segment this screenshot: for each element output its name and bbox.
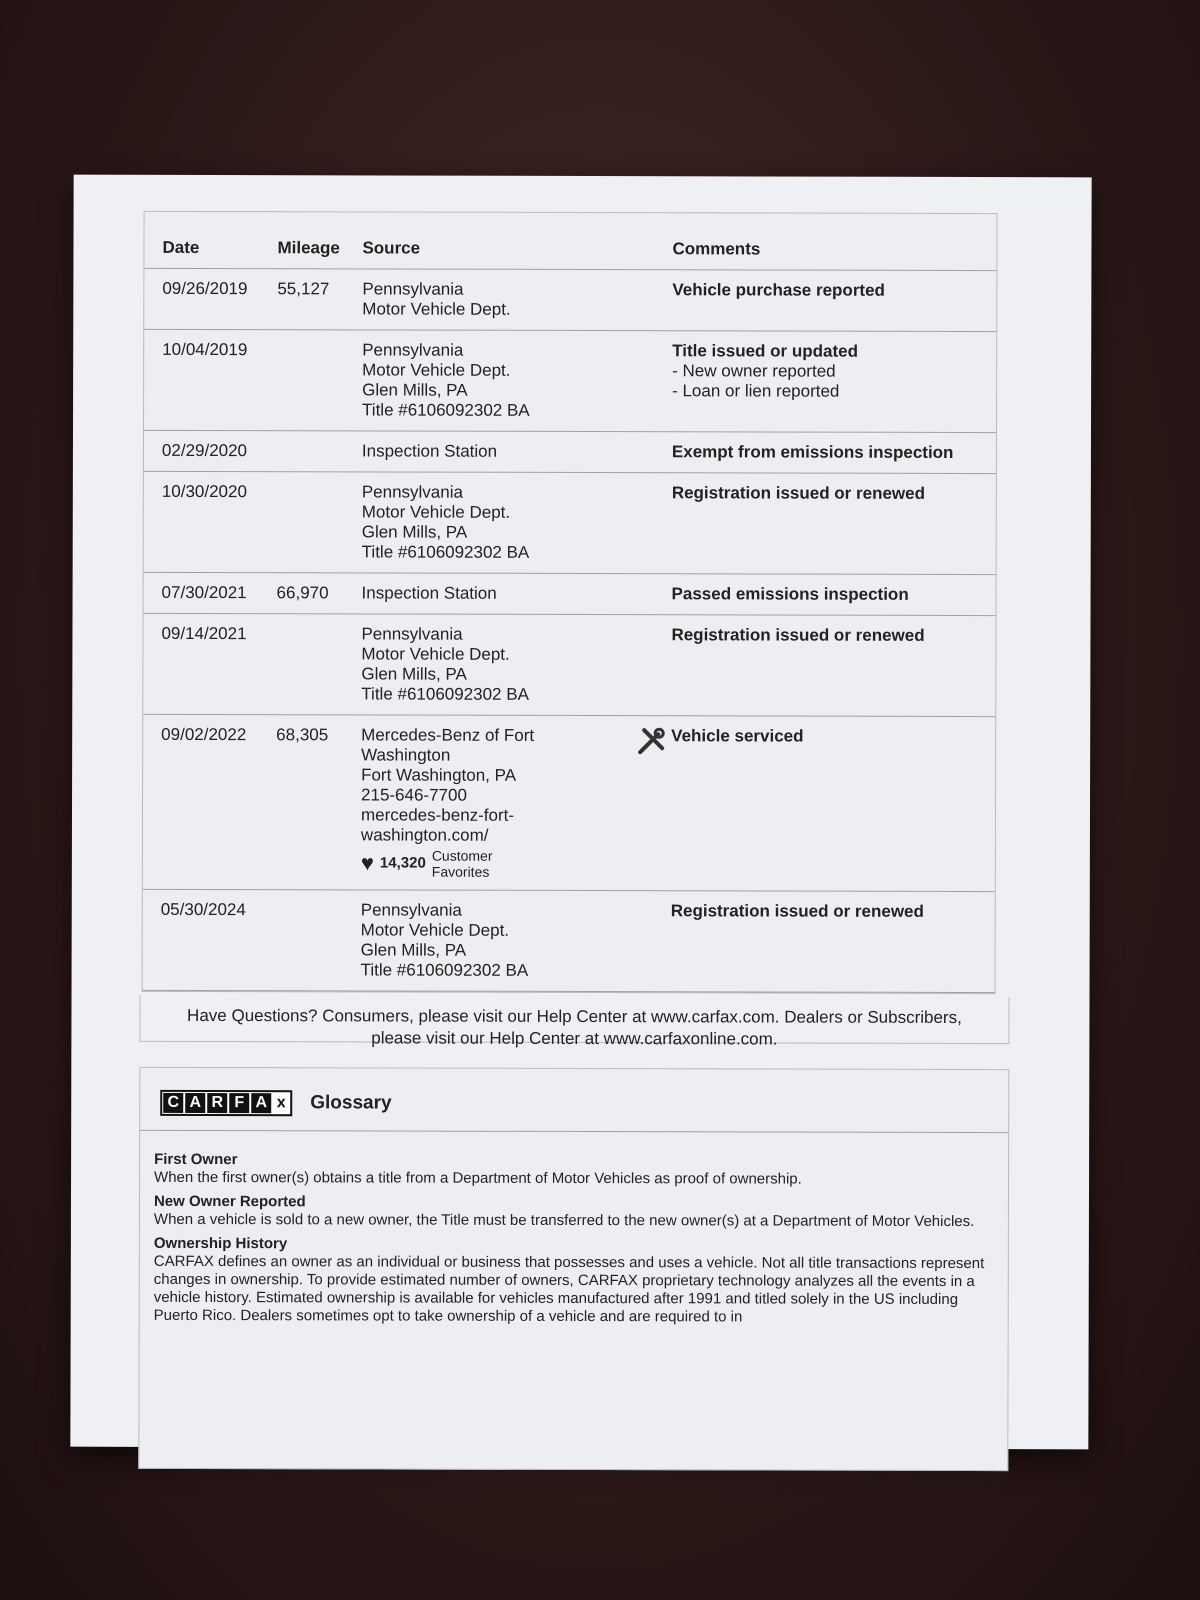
source-line: Pennsylvania xyxy=(361,624,463,644)
row-comments xyxy=(672,432,996,473)
row-mileage: 66,970 xyxy=(276,583,329,603)
document-page xyxy=(70,175,1091,1450)
row-source xyxy=(362,269,632,330)
source-line: Title #6106092302 BA xyxy=(360,960,529,980)
table-row xyxy=(143,890,995,993)
table-row xyxy=(144,573,996,616)
row-date: 05/30/2024 xyxy=(160,899,246,920)
glossary-section xyxy=(138,1067,1009,1471)
comment-line: - Loan or lien reported xyxy=(672,381,840,401)
table-row xyxy=(143,715,995,892)
row-mileage xyxy=(277,330,362,430)
source-line: Mercedes-Benz of Fort xyxy=(361,725,535,745)
icon-cell xyxy=(632,432,672,472)
glossary-term: New Owner Reported xyxy=(153,1192,306,1211)
comment-title: Registration issued or renewed xyxy=(671,483,926,503)
source-line: Washington xyxy=(361,745,451,765)
help-box xyxy=(139,995,1009,1049)
row-date: 07/30/2021 xyxy=(161,582,247,603)
source-line: Pennsylvania xyxy=(362,340,464,360)
source-line: Pennsylvania xyxy=(361,482,463,502)
row-source xyxy=(362,431,632,472)
row-source xyxy=(362,472,632,573)
wrench-screwdriver-icon xyxy=(636,726,666,880)
table-row xyxy=(144,330,996,433)
customer-favorites xyxy=(361,847,631,880)
icon-cell xyxy=(632,473,672,573)
heart-icon: ♥ xyxy=(360,850,374,876)
source-line: Motor Vehicle Dept. xyxy=(362,299,511,319)
icon-cell xyxy=(632,331,672,431)
row-mileage: 55,127 xyxy=(277,279,330,299)
row-date: 09/14/2021 xyxy=(161,623,247,644)
comment-title: Passed emissions inspection xyxy=(671,584,909,604)
source-line: Motor Vehicle Dept. xyxy=(361,644,510,664)
row-source xyxy=(362,330,632,431)
icon-cell xyxy=(631,891,671,991)
row-source xyxy=(361,890,631,991)
source-line: Fort Washington, PA xyxy=(361,765,517,785)
row-date: 10/04/2019 xyxy=(162,339,248,360)
glossary-definition: When the first owner(s) obtains a title from a Department of Motor Vehicles as proof of ownership. xyxy=(154,1168,802,1188)
source-line: Title #6106092302 BA xyxy=(362,400,530,420)
header-mileage: Mileage xyxy=(277,238,340,258)
favorites-count: 14,320 xyxy=(379,854,426,872)
source-line: 215-646-7700 xyxy=(361,785,467,805)
row-date: 09/26/2019 xyxy=(162,278,248,299)
row-source xyxy=(361,614,631,715)
favorites-label-1: Customer xyxy=(431,847,493,864)
header-comments: Comments xyxy=(672,239,761,259)
row-comments xyxy=(671,716,995,891)
row-comments xyxy=(672,331,996,432)
row-mileage xyxy=(277,472,362,572)
glossary-definition: When a vehicle is sold to a new owner, the Title must be transferred to the new owner(s) at a Department of Motor Vehicles. xyxy=(153,1210,975,1231)
source-line: Motor Vehicle Dept. xyxy=(360,920,510,940)
glossary-term: Ownership History xyxy=(153,1234,288,1253)
table-row xyxy=(144,472,996,575)
icon-cell xyxy=(631,615,671,715)
carfax-logo: C A R F A x xyxy=(160,1090,292,1116)
source-line: Glen Mills, PA xyxy=(362,380,468,400)
glossary-definition: CARFAX defines an owner as an individual or business that possesses and uses a vehicle. Not all title transactions represent changes in ownership. To provide estimated number of owners, CARFAX proprietary technology analyzes all the events in a vehicle history. Estimated ownership is available for vehicles manufactured after 1991 and titled solely in the US including Puerto Rico. Dealers sometimes opt to take ownership of a vehicle and are required to in xyxy=(153,1252,985,1326)
comment-title: Vehicle serviced xyxy=(671,726,804,746)
row-comments xyxy=(672,270,996,331)
source-line: Motor Vehicle Dept. xyxy=(362,360,511,380)
row-date: 10/30/2020 xyxy=(161,481,247,502)
icon-cell xyxy=(631,716,671,890)
row-comments xyxy=(671,615,995,716)
source-line: Inspection Station xyxy=(361,583,497,603)
row-source xyxy=(362,573,632,614)
favorites-label-2: Favorites xyxy=(431,863,490,880)
row-mileage xyxy=(277,431,362,471)
source-line: Title #6106092302 BA xyxy=(361,684,529,704)
comment-title: Vehicle purchase reported xyxy=(672,280,885,300)
table-row xyxy=(144,431,996,474)
header-date: Date xyxy=(162,237,200,257)
source-line: Pennsylvania xyxy=(362,279,464,299)
row-mileage xyxy=(276,614,361,714)
row-comments xyxy=(672,473,996,574)
glossary-term: First Owner xyxy=(154,1150,238,1169)
source-line: Inspection Station xyxy=(361,441,498,461)
header-source: Source xyxy=(362,238,421,258)
comment-line: - New owner reported xyxy=(672,361,836,381)
icon-cell xyxy=(632,270,672,330)
source-line: Glen Mills, PA xyxy=(361,664,467,684)
source-line: Glen Mills, PA xyxy=(360,940,467,960)
source-line: Glen Mills, PA xyxy=(361,522,468,542)
row-comments xyxy=(671,891,995,992)
row-date: 09/02/2022 xyxy=(161,724,247,745)
comment-title: Exempt from emissions inspection xyxy=(671,442,954,462)
table-header xyxy=(144,212,996,271)
icon-cell xyxy=(632,574,672,614)
comment-title: Registration issued or renewed xyxy=(671,625,925,645)
help-text: Have Questions? Consumers, please visit our Help Center at www.carfax.com. Dealers or Subscribers, please visit our Help Center at www.carfaxonline.com. xyxy=(187,1005,962,1049)
favorites-label xyxy=(432,848,493,880)
source-line: washington.com/ xyxy=(360,825,489,845)
row-source xyxy=(361,715,631,890)
source-line: mercedes-benz-fort- xyxy=(360,805,515,825)
row-date: 02/29/2020 xyxy=(161,440,248,461)
source-line: Title #6106092302 BA xyxy=(361,542,530,562)
glossary-title: Glossary xyxy=(310,1092,392,1114)
row-mileage: 68,305 xyxy=(276,725,329,745)
comment-title: Title issued or updated xyxy=(672,341,859,361)
comment-title: Registration issued or renewed xyxy=(670,901,924,921)
source-line: Pennsylvania xyxy=(360,900,462,920)
history-table xyxy=(142,211,998,994)
row-mileage xyxy=(276,890,361,990)
source-line: Motor Vehicle Dept. xyxy=(361,502,511,522)
table-row xyxy=(144,269,996,332)
table-row xyxy=(143,614,995,717)
row-comments xyxy=(672,574,996,615)
